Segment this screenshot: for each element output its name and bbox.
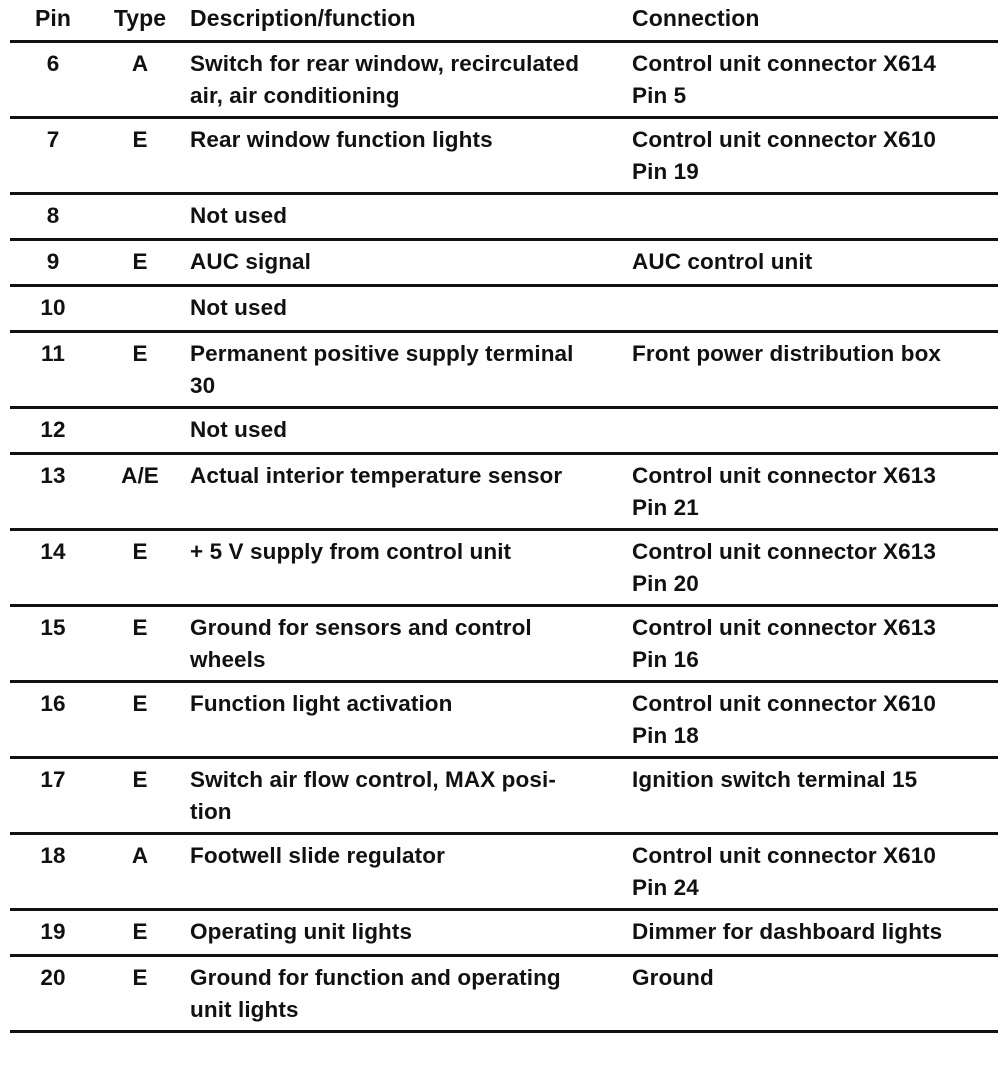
connection-line: Control unit connector X613 [632, 615, 936, 640]
connection-line: Pin 20 [632, 571, 699, 596]
type-cell: E [132, 127, 148, 152]
description-cell [190, 688, 626, 720]
connection-line: Pin 16 [632, 647, 699, 672]
table-row [10, 607, 998, 683]
connection-line: Control unit connector X613 [632, 539, 936, 564]
pin-cell: 16 [40, 691, 66, 716]
type-cell: E [132, 341, 148, 366]
table-row [10, 911, 998, 957]
description-cell [190, 612, 626, 676]
pin-cell: 13 [40, 463, 66, 488]
header-description: Description/function [190, 5, 416, 31]
connection-line: Pin 5 [632, 83, 687, 108]
type-cell: E [132, 539, 148, 564]
description-line: Ground for sensors and control [190, 615, 532, 640]
connection-line: Control unit connector X614 [632, 51, 936, 76]
connection-cell [632, 124, 998, 188]
table-header [10, 0, 998, 43]
connection-line: Control unit connector X613 [632, 463, 936, 488]
description-line: + 5 V supply from control unit [190, 539, 512, 564]
connection-cell [632, 338, 998, 370]
description-cell [190, 916, 626, 948]
table-row [10, 333, 998, 409]
pin-cell: 17 [40, 767, 66, 792]
header-pin: Pin [34, 5, 72, 31]
table-row [10, 835, 998, 911]
pin-assignment-table [10, 0, 998, 1033]
connection-line: AUC control unit [632, 249, 813, 274]
connection-cell [632, 48, 998, 112]
pin-cell: 14 [40, 539, 66, 564]
description-cell [190, 962, 626, 1026]
description-cell [190, 414, 626, 446]
type-cell: E [132, 965, 148, 990]
table-row [10, 287, 998, 333]
description-cell [190, 124, 626, 156]
description-line: Rear window function lights [190, 127, 493, 152]
pin-cell: 12 [40, 417, 66, 442]
type-cell: E [132, 919, 148, 944]
description-cell [190, 246, 626, 278]
table-row [10, 409, 998, 455]
connection-line: Ignition switch terminal 15 [632, 767, 918, 792]
type-cell: A/E [121, 463, 159, 488]
connection-cell [632, 246, 998, 278]
description-cell [190, 840, 626, 872]
table-row [10, 957, 998, 1033]
connection-line: Front power distribution box [632, 341, 942, 366]
description-line: Operating unit lights [190, 919, 413, 944]
description-line: tion [190, 799, 232, 824]
description-cell [190, 338, 626, 402]
pin-cell: 19 [40, 919, 66, 944]
description-line: Not used [190, 203, 288, 228]
connection-line: Ground [632, 965, 714, 990]
table-row [10, 43, 998, 119]
connection-cell [632, 916, 998, 948]
description-line: Permanent positive supply terminal [190, 341, 574, 366]
connection-line: Control unit connector X610 [632, 127, 936, 152]
connection-line: Control unit connector X610 [632, 843, 936, 868]
connection-cell [632, 840, 998, 904]
description-cell [190, 292, 626, 324]
connection-cell [632, 536, 998, 600]
table-row [10, 759, 998, 835]
table-row [10, 531, 998, 607]
connection-cell [632, 688, 998, 752]
description-line: Switch air flow control, MAX posi- [190, 767, 556, 792]
description-line: unit lights [190, 997, 299, 1022]
description-line: AUC signal [190, 249, 312, 274]
description-line: Switch for rear window, recirculated [190, 51, 580, 76]
pin-cell: 8 [46, 203, 60, 228]
description-line: air, air conditioning [190, 83, 400, 108]
connection-line: Pin 18 [632, 723, 699, 748]
connection-cell [632, 460, 998, 524]
connection-line: Pin 24 [632, 875, 699, 900]
connection-cell [632, 612, 998, 676]
table-row [10, 195, 998, 241]
description-cell [190, 536, 626, 568]
table-body [10, 43, 998, 1033]
pin-cell: 10 [40, 295, 66, 320]
type-cell: E [132, 691, 148, 716]
connection-line: Pin 19 [632, 159, 699, 184]
description-line: Function light activation [190, 691, 453, 716]
connection-cell [632, 764, 998, 796]
description-line: Ground for function and operating [190, 965, 561, 990]
pin-cell: 20 [40, 965, 66, 990]
connection-line: Pin 21 [632, 495, 699, 520]
table-row [10, 119, 998, 195]
connection-line: Control unit connector X610 [632, 691, 936, 716]
description-cell [190, 764, 626, 828]
description-line: wheels [190, 647, 266, 672]
pin-cell: 18 [40, 843, 66, 868]
type-cell: E [132, 249, 148, 274]
type-cell: E [132, 767, 148, 792]
description-line: Footwell slide regulator [190, 843, 445, 868]
pin-cell: 6 [46, 51, 60, 76]
description-line: 30 [190, 373, 216, 398]
description-cell [190, 48, 626, 112]
description-line: Actual interior temperature sensor [190, 463, 563, 488]
table-row [10, 683, 998, 759]
connection-line: Dimmer for dashboard lights [632, 919, 943, 944]
description-cell [190, 460, 626, 492]
header-connection: Connection [632, 5, 760, 31]
pin-cell: 15 [40, 615, 66, 640]
pin-cell: 11 [41, 341, 65, 366]
description-cell [190, 200, 626, 232]
pin-cell: 7 [46, 127, 60, 152]
description-line: Not used [190, 417, 288, 442]
pin-cell: 9 [46, 249, 60, 274]
header-type: Type [113, 5, 167, 31]
type-cell: A [131, 843, 149, 868]
type-cell: A [131, 51, 149, 76]
table-row [10, 241, 998, 287]
connection-cell [632, 962, 998, 994]
type-cell: E [132, 615, 148, 640]
description-line: Not used [190, 295, 288, 320]
table-row [10, 455, 998, 531]
